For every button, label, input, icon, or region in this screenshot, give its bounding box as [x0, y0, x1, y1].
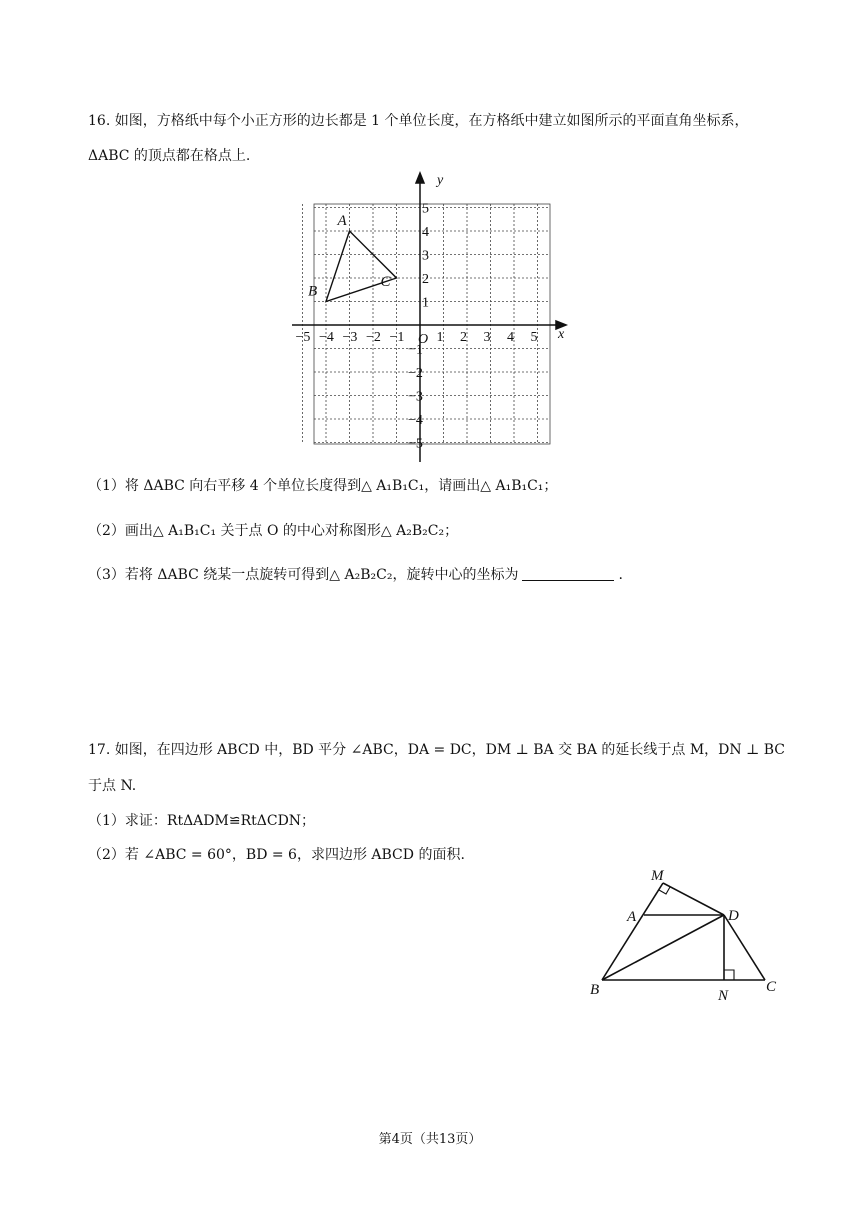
x-tick-label: −5 [295, 330, 311, 345]
vertex-label-c: C [380, 274, 391, 290]
answer-blank[interactable] [522, 566, 614, 581]
axes [292, 173, 566, 462]
page-footer: 第4页（共13页） [378, 1132, 482, 1147]
y-tick-label: −4 [408, 413, 423, 428]
q16-part3-end: . [618, 567, 623, 583]
q17-stem-line2: 于点 N. [88, 778, 137, 794]
grid-lines [303, 201, 551, 444]
label-m: M [651, 868, 664, 884]
x-tick-label: −2 [366, 330, 381, 345]
y-tick-label: −5 [408, 436, 423, 452]
label-d: D [728, 908, 739, 924]
right-angle-mark-n [724, 970, 734, 980]
x-tick-label: −3 [342, 330, 358, 345]
q16-part2: （2）画出△ A₁B₁C₁ 关于点 O 的中心对称图形△ A₂B₂C₂； [88, 523, 459, 539]
q16-part3-text: （3）若将 ΔABC 绕某一点旋转可得到△ A₂B₂C₂，旋转中心的坐标为 [88, 567, 519, 583]
segment-bd [602, 915, 724, 980]
x-tick-label: 2 [460, 330, 467, 345]
y-tick-label: 5 [422, 201, 429, 217]
segment-bm [602, 883, 663, 980]
q17-part2: （2）若 ∠ABC = 60°，BD = 6，求四边形 ABCD 的面积. [88, 847, 465, 863]
triangle-abc [326, 231, 397, 302]
label-b: B [590, 982, 600, 998]
q17-quadrilateral-figure [0, 860, 860, 1010]
q16-part1: （1）将 ΔABC 向右平移 4 个单位长度得到△ A₁B₁C₁，请画出△ A₁B₁C₁； [88, 478, 558, 494]
y-tick-label: 3 [422, 248, 429, 264]
q17-stem-line1: 17. 如图，在四边形 ABCD 中，BD 平分 ∠ABC，DA = DC，DM ⊥ BA 交 BA 的延长线于点 M，DN ⊥ BC [88, 742, 785, 758]
y-tick-label: 2 [422, 272, 429, 287]
y-tick-label: −1 [408, 342, 423, 358]
q16-stem-line2: ΔABC 的顶点都在格点上. [88, 148, 251, 164]
origin-label: O [418, 332, 429, 347]
y-axis-label: y [437, 173, 444, 188]
y-tick-label: 4 [422, 225, 429, 240]
y-tick-label: 1 [422, 295, 429, 311]
vertex-label-a: A [337, 213, 347, 229]
x-tick-label: 1 [436, 330, 444, 345]
x-tick-label: 3 [483, 330, 491, 345]
q16-coordinate-grid [0, 0, 860, 470]
x-tick-label: −4 [319, 330, 334, 345]
x-tick-label: −1 [389, 330, 405, 345]
q16-stem-line1: 16. 如图，方格纸中每个小正方形的边长都是 1 个单位长度，在方格纸中建立如图所示的平面直角坐标系， [88, 113, 749, 129]
q16-part3 [88, 566, 623, 584]
y-tick-label: −2 [408, 366, 423, 381]
x-tick-label: 4 [507, 330, 514, 345]
x-axis-label: x [558, 327, 565, 342]
label-a: A [627, 909, 637, 925]
segment-md [663, 883, 724, 915]
q17-part1: （1）求证：RtΔADM≌RtΔCDN； [88, 813, 316, 829]
y-tick-labels [408, 202, 429, 452]
x-tick-label: 5 [530, 330, 538, 345]
label-c: C [766, 979, 777, 995]
label-n: N [718, 988, 729, 1004]
y-tick-label: −3 [408, 389, 423, 405]
vertex-label-b: B [308, 283, 318, 300]
y-axis-arrow [416, 173, 424, 183]
